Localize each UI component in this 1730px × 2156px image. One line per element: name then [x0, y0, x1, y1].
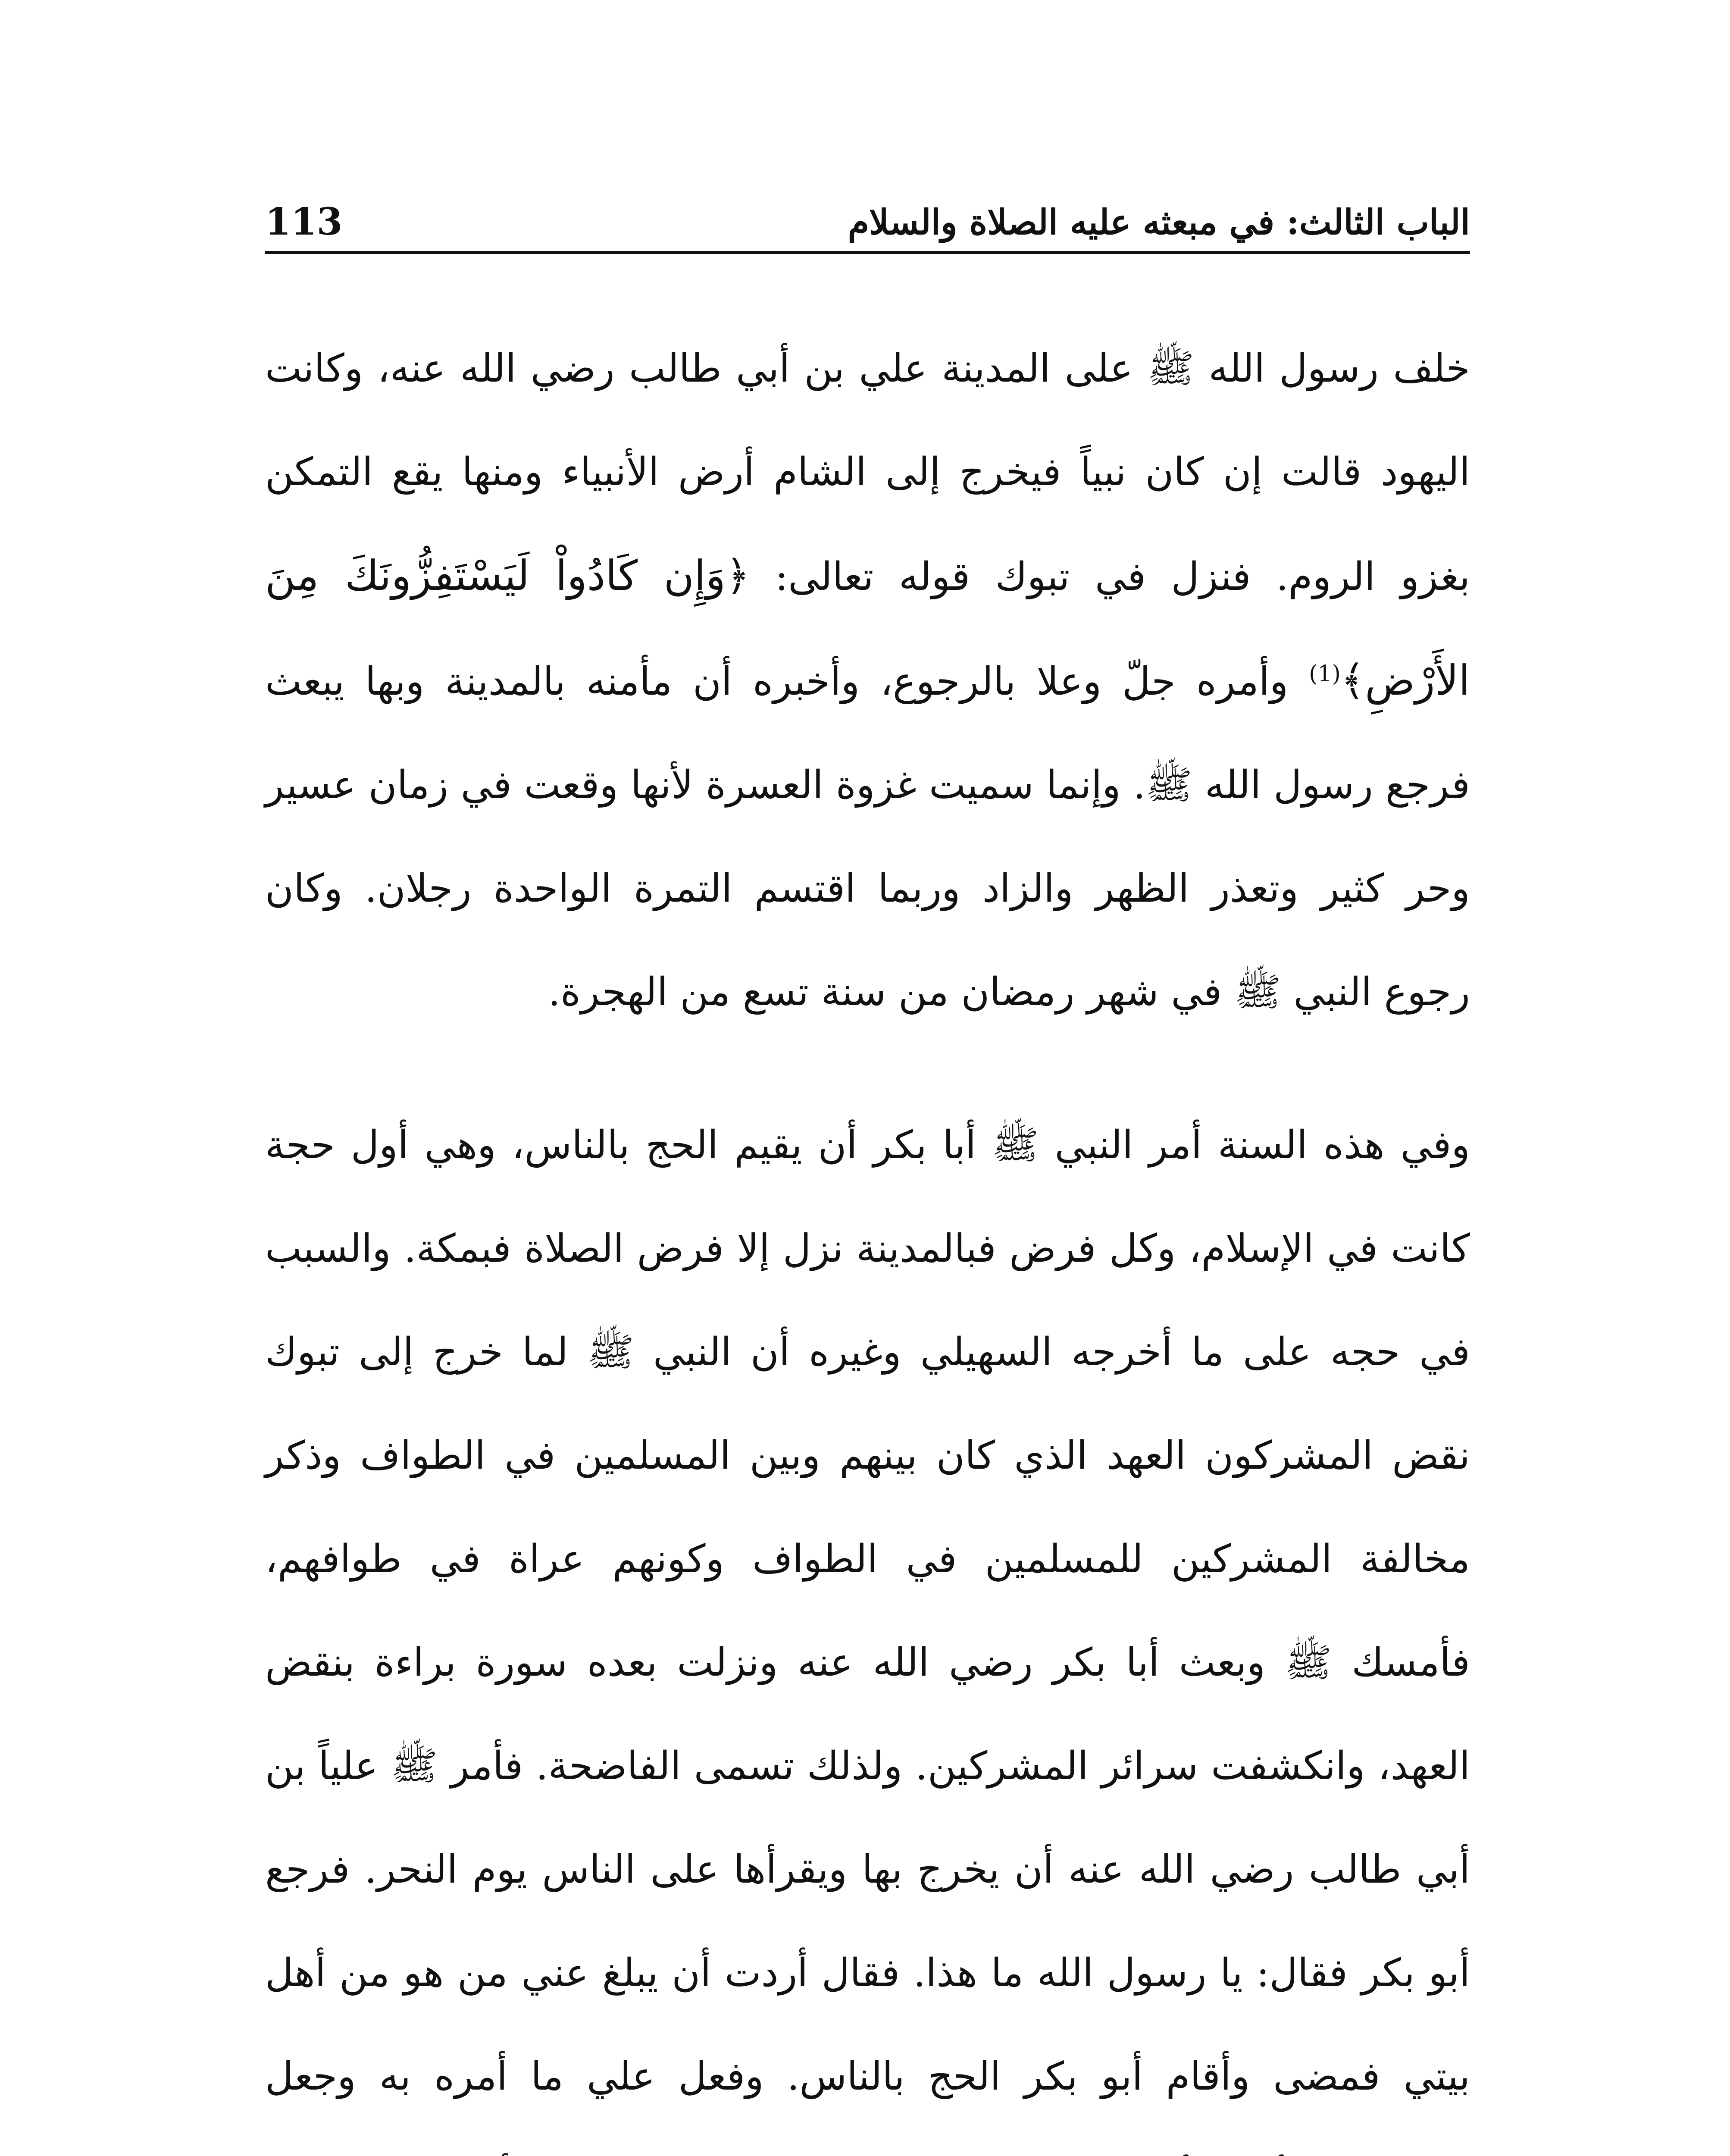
- paragraph-2: وفي هذه السنة أمر النبي ﷺ أبا بكر أن يقيم الحج بالناس، وهي أول حجة كانت في الإسلام، وكل فرض فبالمدينة نزل إلا فرض الصلاة فبمكة. والسبب في حجه على ما أخرجه السهيلي وغيره أن النبي ﷺ لما خرج إلى تبوك نقض المشركون العهد الذي كان بينهم وبين المسلمين في الطواف وذكر مخالفة المشركين للمسلمين في الطواف وكونهم عراة في طوافهم، فأمسك ﷺ وبعث أبا بكر رضي الله عنه ونزلت بعده سورة براءة بنقض العهد، وانكشفت سرائر المشركين. ولذلك تسمى الفاضحة. فأمر ﷺ علياً بن أبي طالب رضي الله عنه أن يخرج بها ويقرأها على الناس يوم النحر. فرجع أبو بكر فقال: يا رسول الله ما هذا. فقال أردت أن يبلغ عني من هو من أهل بيتي فمضى وأقام أبو بكر الحج بالناس. وفعل علي ما أمره به وجعل: [265, 1122, 1470, 2099]
- header-rule: [265, 251, 1470, 254]
- paragraph-1-text-before: خلف رسول الله ﷺ على المدينة علي بن أبي طالب رضي الله عنه، وكانت اليهود قالت إن كان نبياً فيخرج إلى الشام أرض الأنبياء ومنها يقع التمكن بغزو الروم. فنزل في تبوك قوله تعالى:: [265, 346, 1470, 599]
- quran-verse: ﴿وَإِن كَادُواْ لَيَسْتَفِزُّونَكَ مِنَ الأَرْضِ﴾: [265, 552, 1470, 705]
- running-header: [265, 190, 1470, 254]
- page-number: 113: [265, 200, 343, 244]
- footnote-marker: (1): [1309, 661, 1341, 687]
- body-text: [265, 317, 1470, 2156]
- chapter-title: الباب الثالث: في مبعثه عليه الصلاة والسلام: [848, 202, 1470, 242]
- paragraph-1: [265, 317, 1470, 1044]
- paragraph-1-text-after: وأمره جلّ وعلا بالرجوع، وأخبره أن مأمنه بالمدينة وبها يبعث فرجع رسول الله ﷺ. وإنما سميت غزوة العسرة لأنها وقعت في زمان عسير وحر كثير وتعذر الظهر والزاد وربما اقتسم التمرة الواحدة رجلان. وكان رجوع النبي ﷺ في شهر رمضان من سنة تسع من الهجرة.: [265, 659, 1470, 1015]
